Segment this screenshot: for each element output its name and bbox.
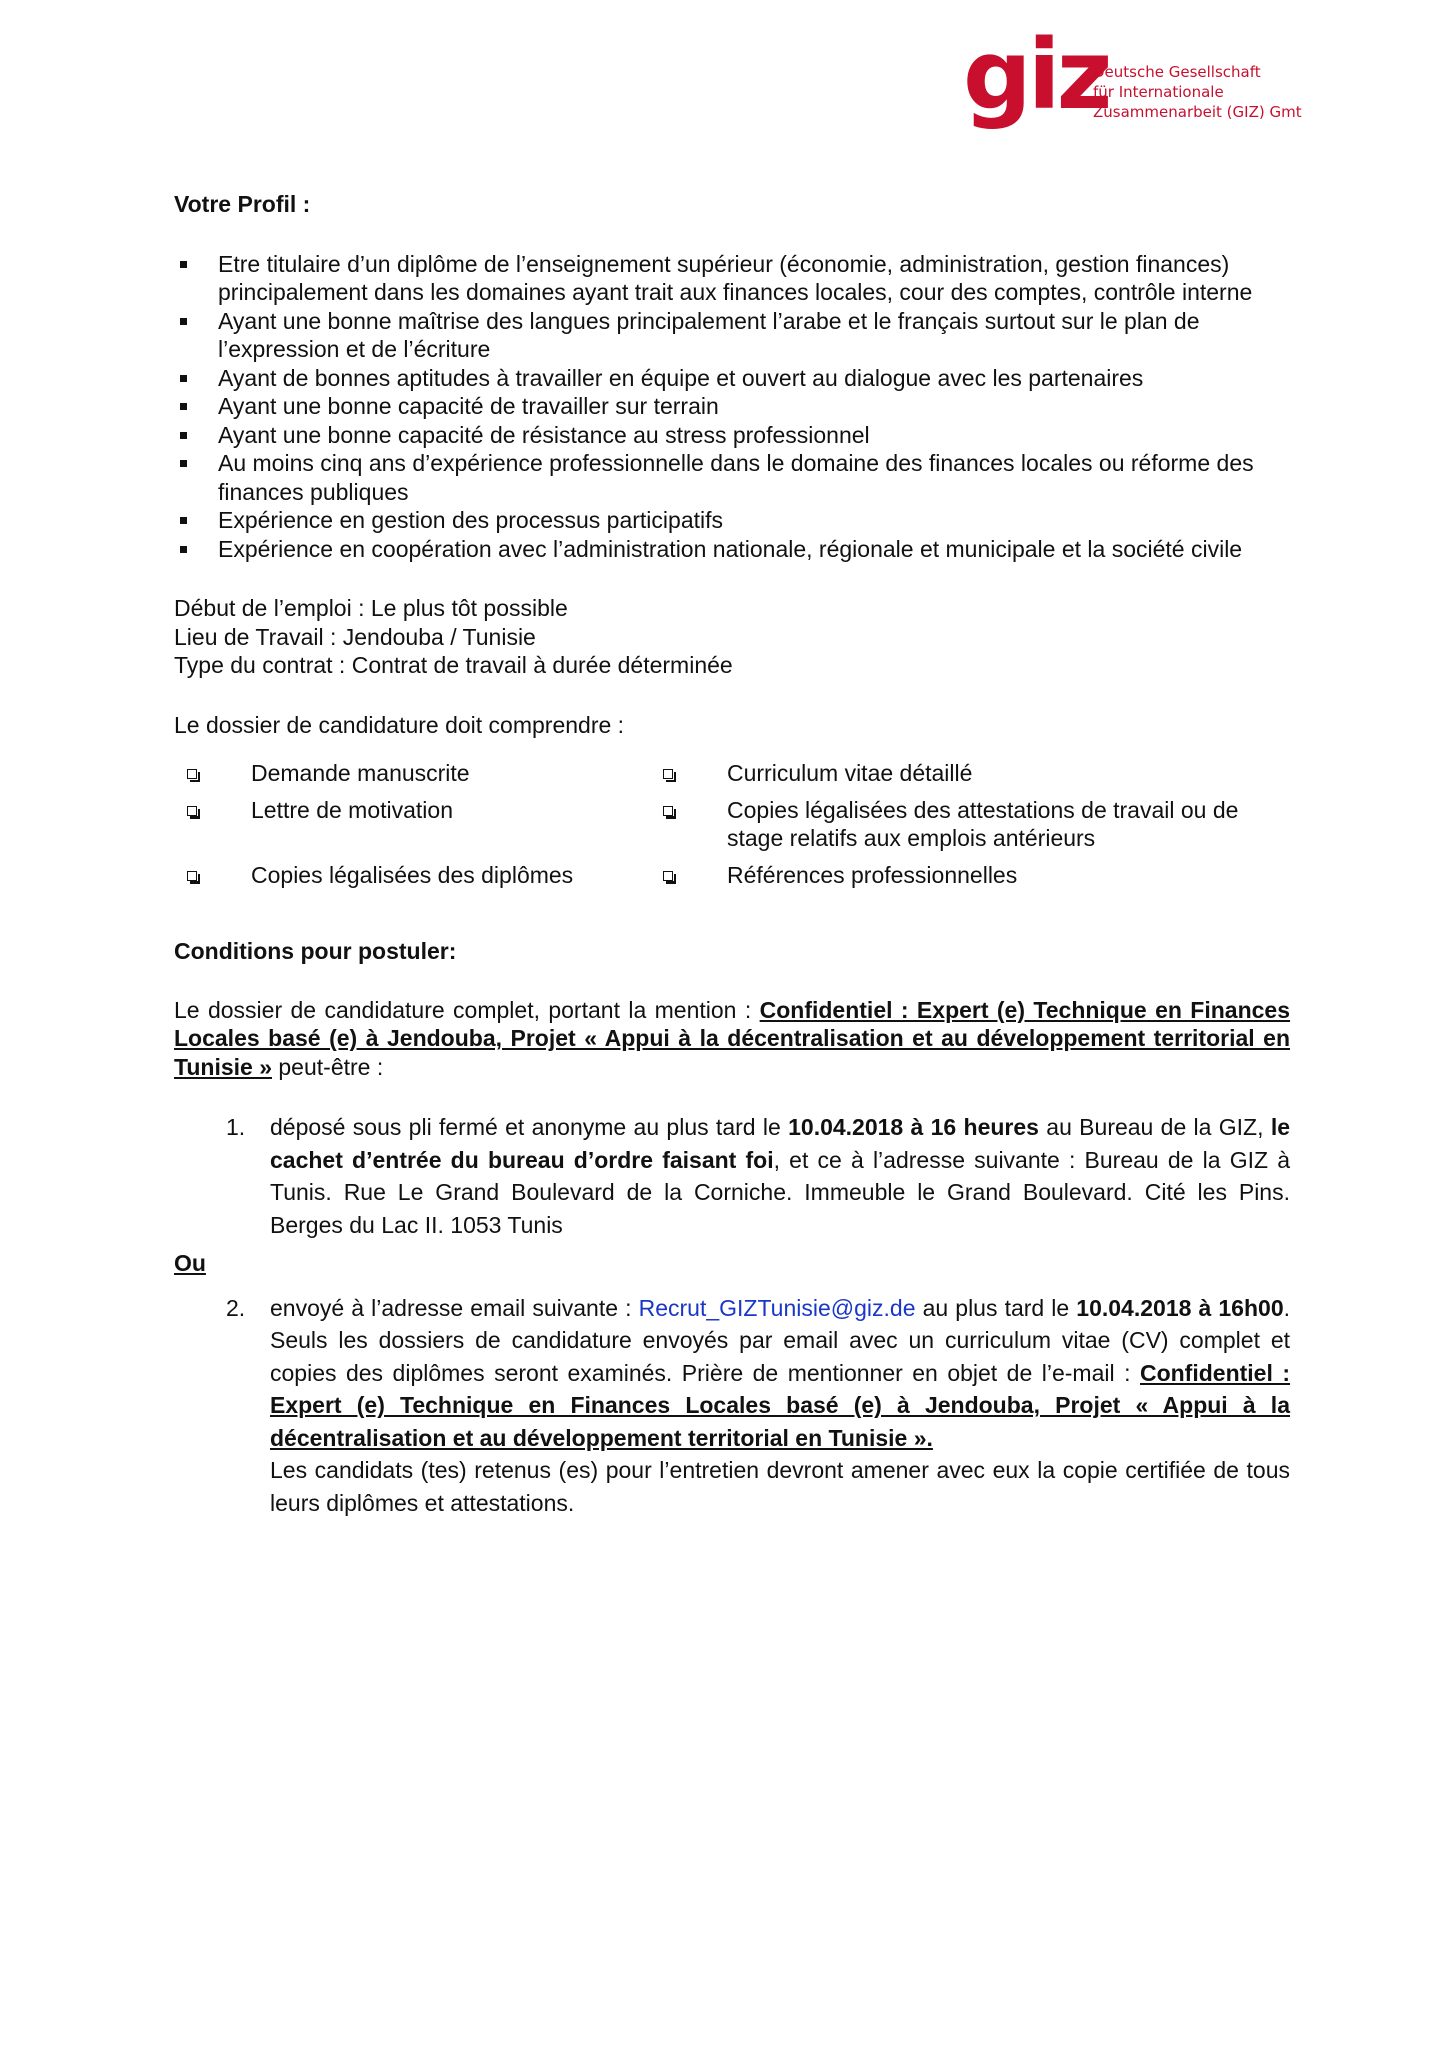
list-item: Ayant une bonne maîtrise des langues principalement l’arabe et le français surtout sur le plan de l’expression et de l’écriture xyxy=(174,307,1290,364)
email-deadline: 10.04.2018 à 16h00 xyxy=(1076,1294,1284,1321)
deposit-deadline: 10.04.2018 à 16 heures xyxy=(788,1114,1039,1140)
bullet-square-icon xyxy=(180,261,187,268)
dossier-documents xyxy=(174,759,1290,889)
list-item: Curriculum vitae détaillé xyxy=(650,759,1270,788)
document-body xyxy=(174,190,1290,1519)
organization-name-line-3: Zusammenarbeit (GIZ) Gmt xyxy=(1093,103,1302,121)
email-subject: Confidentiel : Expert (e) Technique en Finances Locales basé (e) à Jendouba, Projet « Appui à la décentralisation et au développement territorial en Tunisie ». xyxy=(270,1359,1290,1451)
bullet-square-icon xyxy=(180,432,187,439)
email-link[interactable]: Recrut_GIZTunisie@giz.de xyxy=(638,1294,916,1321)
step-number: 2. xyxy=(226,1294,246,1321)
checkbox-icon xyxy=(663,769,673,779)
or-label: Ou xyxy=(174,1250,206,1276)
bullet-square-icon xyxy=(180,460,187,467)
bullet-square-icon xyxy=(180,517,187,524)
submission-option-email: 2. envoyé à l’adresse email suivante : Recrut_GIZTunisie@giz.de au plus tard le 10.04.2018 à 16h00. Seuls les dossiers de candidature envoyés par email avec un curriculum vitae (CV) complet et copies des diplômes seront examinés. Prière de mentionner en objet de l’e-mail : Confidentiel : Expert (e) Technique en Finances Locales basé (e) à Jendouba, Projet « Appui à la décentralisation et au développement territorial en Tunisie ». Les candidats (tes) retenus (es) pour l’entretien devront amener avec eux la copie certifiée de tous leurs diplômes et attestations. xyxy=(174,1292,1290,1520)
list-item: Au moins cinq ans d’expérience professionnelle dans le domaine des finances locales ou réforme des finances publiques xyxy=(174,449,1290,506)
checkbox-icon xyxy=(663,806,673,816)
profile-list xyxy=(174,250,1290,564)
list-item: Etre titulaire d’un diplôme de l’enseignement supérieur (économie, administration, gestion finances) principalement dans les domaines ayant trait aux finances locales, cour des comptes, contrôle interne xyxy=(174,250,1290,307)
job-location: Lieu de Travail : Jendouba / Tunisie xyxy=(174,623,536,650)
mention-text: Confidentiel : Expert (e) Technique en Finances Locales basé (e) à Jendouba, Projet « Appui à la décentralisation et au développement territorial en Tunisie » xyxy=(174,996,1291,1080)
bullet-square-icon xyxy=(180,403,187,410)
bullet-square-icon xyxy=(180,375,187,382)
list-item: Expérience en coopération avec l’administration nationale, régionale et municipale et la société civile xyxy=(174,535,1290,564)
list-item: Copies légalisées des diplômes xyxy=(174,861,650,890)
job-info xyxy=(174,594,1290,680)
organization-name-line-2: für Internationale xyxy=(1093,83,1224,101)
bullet-square-icon xyxy=(180,546,187,553)
list-item: Références professionnelles xyxy=(650,861,1270,890)
submission-options xyxy=(174,1111,1290,1519)
job-start: Début de l’emploi : Le plus tôt possible xyxy=(174,595,568,621)
list-item: Ayant de bonnes aptitudes à travailler en équipe et ouvert au dialogue avec les partenaires xyxy=(174,364,1290,393)
interview-note: Les candidats (tes) retenus (es) pour l’entretien devront amener avec eux la copie certifiée de tous leurs diplômes et attestations. xyxy=(270,1457,1290,1516)
organization-name xyxy=(1093,62,1302,122)
giz-logo-wordmark: giz xyxy=(963,33,1109,131)
list-item: Ayant une bonne capacité de résistance au stress professionnel xyxy=(174,421,1290,450)
list-item: Copies légalisées des attestations de travail ou de stage relatifs aux emplois antérieurs xyxy=(650,796,1270,853)
step-number: 1. xyxy=(226,1114,246,1140)
checkbox-icon xyxy=(187,769,197,779)
list-item: Ayant une bonne capacité de travailler sur terrain xyxy=(174,392,1290,421)
cachet-note: le cachet d’entrée du bureau d’ordre faisant foi xyxy=(270,1114,1290,1173)
dossier-intro: Le dossier de candidature doit comprendre : xyxy=(174,711,625,738)
list-item: Expérience en gestion des processus participatifs xyxy=(174,506,1290,535)
conditions-heading: Conditions pour postuler: xyxy=(174,938,457,964)
checkbox-icon xyxy=(663,871,673,881)
bullet-square-icon xyxy=(180,318,187,325)
conditions-intro: Le dossier de candidature complet, portant la mention : Confidentiel : Expert (e) Technique en Finances Locales basé (e) à Jendouba, Projet « Appui à la décentralisation et au développement territorial en Tunisie » peut-être : xyxy=(174,996,1291,1080)
submission-option-deposit: 1. déposé sous pli fermé et anonyme au plus tard le 10.04.2018 à 16 heures au Bureau de la GIZ, le cachet d’entrée du bureau d’ordre faisant foi, et ce à l’adresse suivante : Bureau de la GIZ à Tunis. Rue Le Grand Boulevard de la Corniche. Immeuble le Grand Boulevard. Cité les Pins. Berges du Lac II. 1053 Tunis xyxy=(174,1111,1290,1241)
checkbox-icon xyxy=(187,871,197,881)
organization-name-line-1: Deutsche Gesellschaft xyxy=(1093,63,1261,81)
list-item: Lettre de motivation xyxy=(174,796,650,853)
checkbox-icon xyxy=(187,806,197,816)
profile-heading: Votre Profil : xyxy=(174,191,311,217)
job-contract: Type du contrat : Contrat de travail à durée déterminée xyxy=(174,652,733,678)
list-item: Demande manuscrite xyxy=(174,759,650,788)
